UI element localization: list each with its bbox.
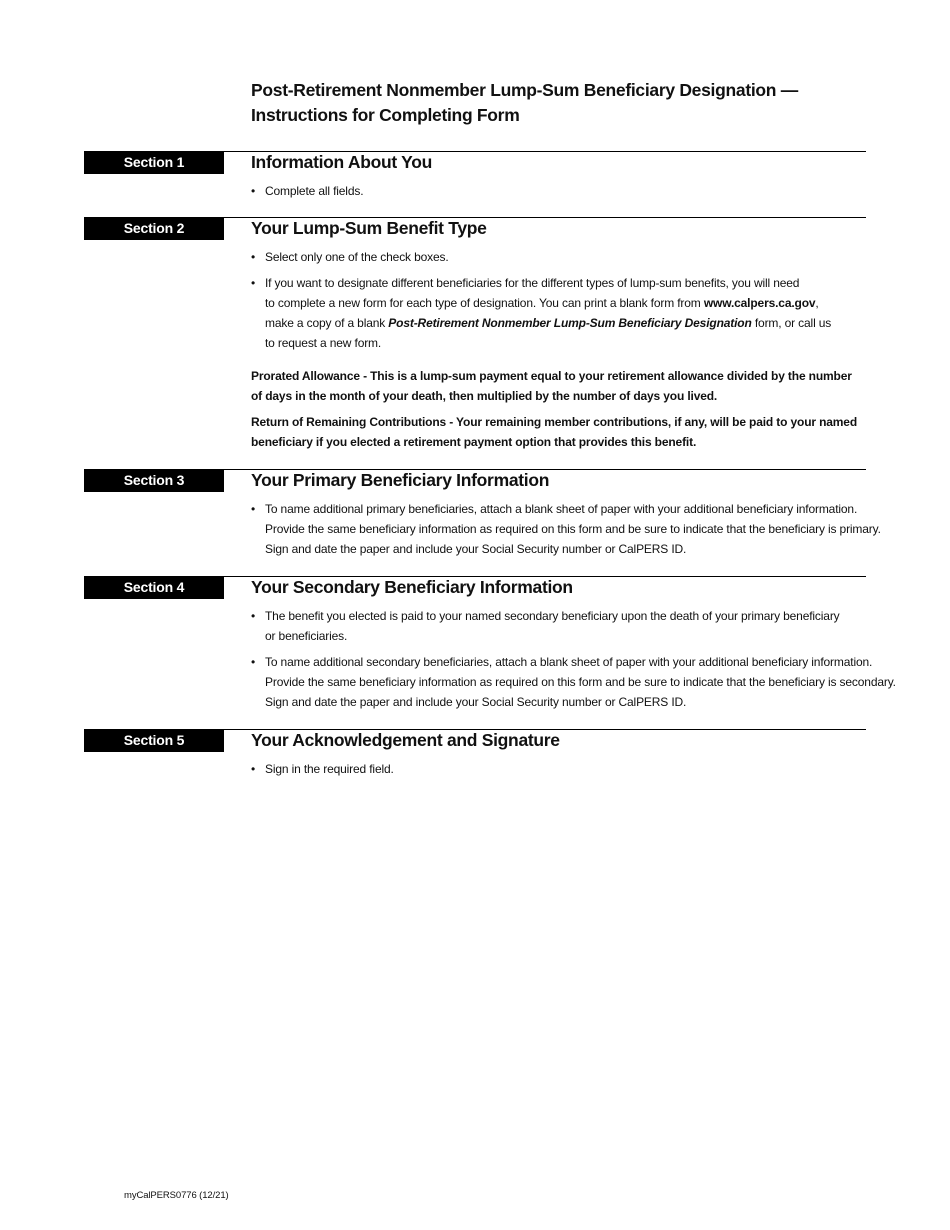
bullet-text-fragment: form, or call us [751,316,832,330]
section-tab: Section 3 [84,469,224,492]
section-body [251,606,896,718]
section-body [251,181,871,207]
bullet-text: • Sign in the required field. [265,762,394,776]
definition-term: Return of Remaining Contributions - [251,415,454,429]
bullet-text: Sign and date the paper and include your Social Security number or CalPERS ID. [265,695,687,709]
bullet-text [265,313,871,333]
bullet-text-fragment: , [815,296,819,310]
definition-return-of-contributions [251,412,871,452]
definition-line: beneficiary if you elected a retirement payment option that provides this benefit. [251,435,697,449]
list-item [251,181,871,201]
form-name: Post-Retirement Nonmember Lump-Sum Beneficiary Designation [388,316,752,330]
definition-line: of days in the month of your death, then multiplied by the number of days you lived. [251,389,718,403]
definition-line [251,366,871,386]
form-code: myCalPERS0776 (12/21) [124,1190,229,1201]
definition-term: Prorated Allowance - [251,369,367,383]
bullet-text: • Complete all fields. [265,184,364,198]
bullet-text: • To name additional primary beneficiaries, attach a blank sheet of paper with your additional beneficiary information. [265,502,858,516]
list-item [251,652,896,712]
section-tab: Section 2 [84,217,224,240]
section-heading: Information About You [251,152,432,172]
document-title-line-2: Instructions for Completing Form [251,105,520,125]
section-tab: Section 1 [84,151,224,174]
definition-text: This is a lump-sum payment equal to your retirement allowance divided by the number [366,369,852,383]
website-link[interactable]: www.calpers.ca.gov [703,296,816,310]
bullet-text [265,293,871,313]
definition-line [251,412,871,432]
bullet-text-fragment: to complete a new form for each type of designation. You can print a blank form from [265,296,704,310]
definition-prorated-allowance [251,366,871,406]
section-tab: Section 4 [84,576,224,599]
list-item [251,606,871,646]
bullet-text: Provide the same beneficiary information as required on this form and be sure to indicate that the beneficiary is primary. [265,522,881,536]
list-item [251,499,881,559]
document-title [251,78,851,128]
list-item [251,247,871,267]
section-body [251,759,871,785]
bullet-text: Provide the same beneficiary information as required on this form and be sure to indicate that the beneficiary is secondary. [265,675,896,689]
bullet-text: to request a new form. [265,336,382,350]
section-body [251,499,881,565]
bullet-text: • The benefit you elected is paid to your named secondary beneficiary upon the death of your primary beneficiary [265,609,840,623]
section-heading: Your Primary Beneficiary Information [251,470,550,490]
bullet-text-fragment: make a copy of a blank [265,316,389,330]
section-heading: Your Secondary Beneficiary Information [251,577,573,597]
section-body [251,247,871,458]
bullet-text: Sign and date the paper and include your Social Security number or CalPERS ID. [265,542,687,556]
document-title-line-1: Post-Retirement Nonmember Lump-Sum Beneficiary Designation — [251,80,798,100]
bullet-text: • If you want to designate different beneficiaries for the different types of lump-sum benefits, you will need [265,276,800,290]
section-heading: Your Acknowledgement and Signature [251,730,560,750]
bullet-text: • Select only one of the check boxes. [265,250,449,264]
bullet-text: or beneficiaries. [265,629,348,643]
definition-text: Your remaining member contributions, if any, will be paid to your named [453,415,858,429]
list-item [251,759,871,779]
section-heading: Your Lump-Sum Benefit Type [251,218,487,238]
section-tab: Section 5 [84,729,224,752]
bullet-text: • To name additional secondary beneficiaries, attach a blank sheet of paper with your additional beneficiary information. [265,655,873,669]
list-item [251,273,871,353]
